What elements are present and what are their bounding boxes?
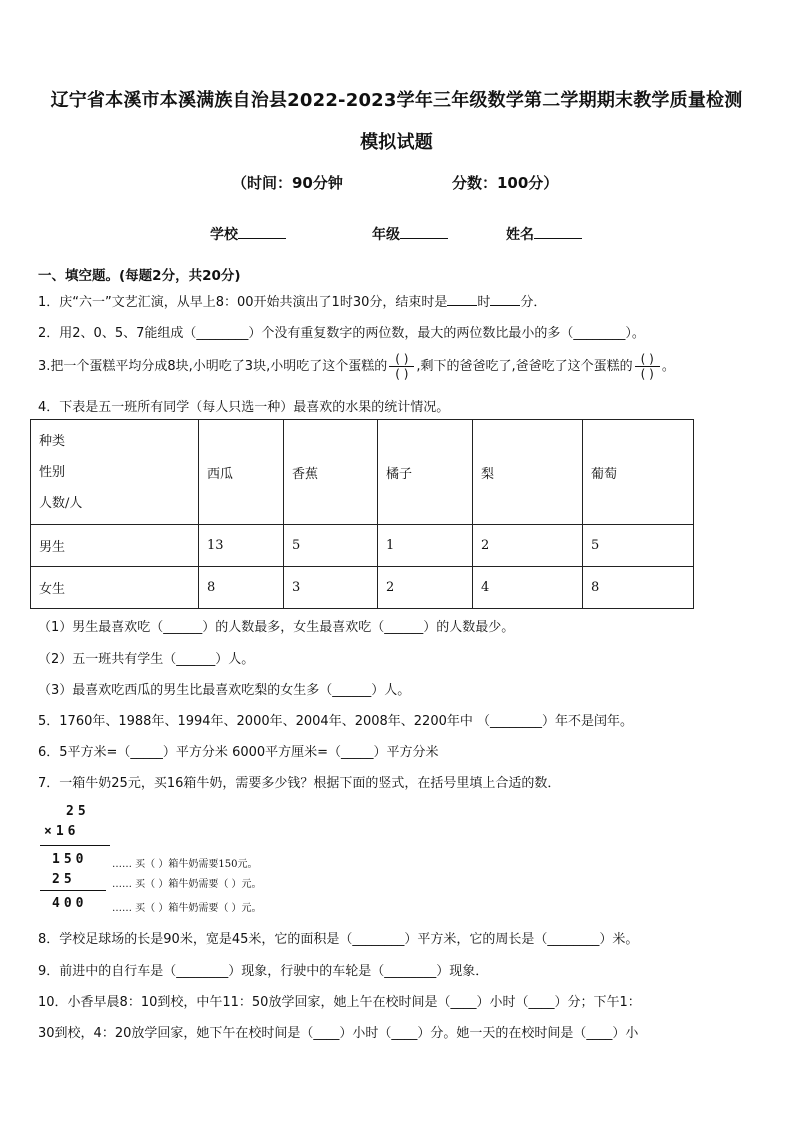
question-10-line1: 10．小香早晨8：10到校，中午11：50放学回家，她上午在校时间是（____）小时（____）分；下午1： xyxy=(38,995,641,1010)
q3-frac1-den: ( ) xyxy=(395,367,409,381)
q3-text-b: ,剩下的爸爸吃了,爸爸吃了这个蛋糕的 xyxy=(416,359,633,374)
exam-time: （时间：90分钟 xyxy=(232,174,343,192)
table-corner-cell xyxy=(31,420,199,525)
grade-field xyxy=(372,224,448,244)
table-cell: 13 xyxy=(199,525,284,567)
q3-text-a: 3.把一个蛋糕平均分成8块,小明吃了3块,小明吃了这个蛋糕的 xyxy=(38,359,388,374)
product-rule-1 xyxy=(40,845,110,846)
table-cell: 4 xyxy=(473,567,583,609)
partial-product-2: 25 xyxy=(52,872,76,887)
q3-frac2-num: ( ) xyxy=(635,352,660,367)
table-cell: 1 xyxy=(378,525,473,567)
question-4-sub3: （3）最喜欢吃西瓜的男生比最喜欢吃梨的女生多（______）人。 xyxy=(38,683,411,698)
question-3 xyxy=(38,352,675,381)
header-cell-pear: 梨 xyxy=(473,420,583,525)
school-field xyxy=(210,224,286,244)
header-cell-banana: 香蕉 xyxy=(284,420,378,525)
q3-frac2-den: ( ) xyxy=(640,367,654,381)
partial-product-1-note: …… 买（ ）箱牛奶需要150元。 xyxy=(112,859,258,870)
grade-label: 年级 xyxy=(372,227,400,243)
q3-text-c: 。 xyxy=(661,359,675,374)
section-title: 一、填空题。(每题2分，共20分) xyxy=(38,268,241,284)
table-row xyxy=(31,525,694,567)
q1-text: 1．庆“六一”文艺汇演，从早上8：00开始共演出了1时30分，结束时是 xyxy=(38,295,448,310)
vertical-multiplication xyxy=(40,802,340,914)
exam-title-line2: 模拟试题 xyxy=(360,132,433,153)
q1-hour-unit: 时 xyxy=(477,295,491,310)
q1-hour-blank[interactable] xyxy=(447,293,477,306)
partial-product-1: 150 xyxy=(52,852,88,867)
school-label: 学校 xyxy=(210,227,238,243)
table-cell: 8 xyxy=(583,567,694,609)
q3-fraction-1[interactable] xyxy=(389,352,414,381)
school-blank[interactable] xyxy=(238,224,286,239)
final-product-note: …… 买（ ）箱牛奶需要（ ）元。 xyxy=(112,903,262,914)
question-8: 8．学校足球场的长是90米，宽是45米，它的面积是（________）平方米，它的周长是（________）米。 xyxy=(38,932,639,947)
corner-gender: 性别 xyxy=(39,464,66,480)
question-5: 5．1760年、1988年、1994年、2000年、2004年、2008年、2200年中 （________）年不是闰年。 xyxy=(38,714,633,729)
question-7: 7．一箱牛奶25元，买16箱牛奶，需要多少钱？根据下面的竖式，在括号里填上合适的数． xyxy=(38,776,561,791)
name-blank[interactable] xyxy=(534,224,582,239)
question-4-sub2: （2）五一班共有学生（______）人。 xyxy=(38,652,255,667)
table-cell: 2 xyxy=(473,525,583,567)
table-cell: 3 xyxy=(284,567,378,609)
table-cell: 5 xyxy=(583,525,694,567)
table-cell: 2 xyxy=(378,567,473,609)
question-1 xyxy=(38,291,546,310)
q3-frac1-num: ( ) xyxy=(389,352,414,367)
product-rule-2 xyxy=(40,890,106,891)
exam-title: 辽宁省本溪市本溪满族自治县2022-2023学年三年级数学第二学期期末教学质量检测 xyxy=(50,90,743,111)
table-cell: 5 xyxy=(284,525,378,567)
q1-minute-unit: 分． xyxy=(520,295,547,310)
corner-count: 人数/人 xyxy=(39,495,83,511)
corner-kind: 种类 xyxy=(39,433,66,449)
partial-product-2-note: …… 买（ ）箱牛奶需要（ ）元。 xyxy=(112,879,262,890)
multiplicand: 25 xyxy=(66,804,90,819)
multiplier: ×16 xyxy=(44,824,80,839)
table-row xyxy=(31,567,694,609)
header-cell-watermelon: 西瓜 xyxy=(199,420,284,525)
exam-score: 分数：100分） xyxy=(452,174,559,192)
question-4-intro: 4．下表是五一班所有同学（每人只选一种）最喜欢的水果的统计情况。 xyxy=(38,400,450,415)
question-4-sub1: （1）男生最喜欢吃（______）的人数最多，女生最喜欢吃（______）的人数最少。 xyxy=(38,620,515,635)
table-cell: 8 xyxy=(199,567,284,609)
question-9: 9．前进中的自行车是（________）现象，行驶中的车轮是（________）现象． xyxy=(38,964,489,979)
row-label: 女生 xyxy=(31,567,199,609)
question-6: 6．5平方米=（_____）平方分米 6000平方厘米=（_____）平方分米 xyxy=(38,745,439,760)
table-header-row xyxy=(31,420,694,525)
final-product: 400 xyxy=(52,896,88,911)
name-field xyxy=(506,224,582,244)
header-cell-grape: 葡萄 xyxy=(583,420,694,525)
question-10-line2: 30到校，4：20放学回家，她下午在校时间是（____）小时（____）分。她一天的在校时间是（____）小 xyxy=(38,1026,639,1041)
row-label: 男生 xyxy=(31,525,199,567)
question-2: 2．用2、0、5、7能组成（________）个没有重复数字的两位数，最大的两位数比最小的多（________）。 xyxy=(38,326,645,341)
name-label: 姓名 xyxy=(506,227,534,243)
grade-blank[interactable] xyxy=(400,224,448,239)
q3-fraction-2[interactable] xyxy=(635,352,660,381)
header-cell-orange: 橘子 xyxy=(378,420,473,525)
fruit-stats-table xyxy=(30,419,694,609)
q1-minute-blank[interactable] xyxy=(490,293,520,306)
